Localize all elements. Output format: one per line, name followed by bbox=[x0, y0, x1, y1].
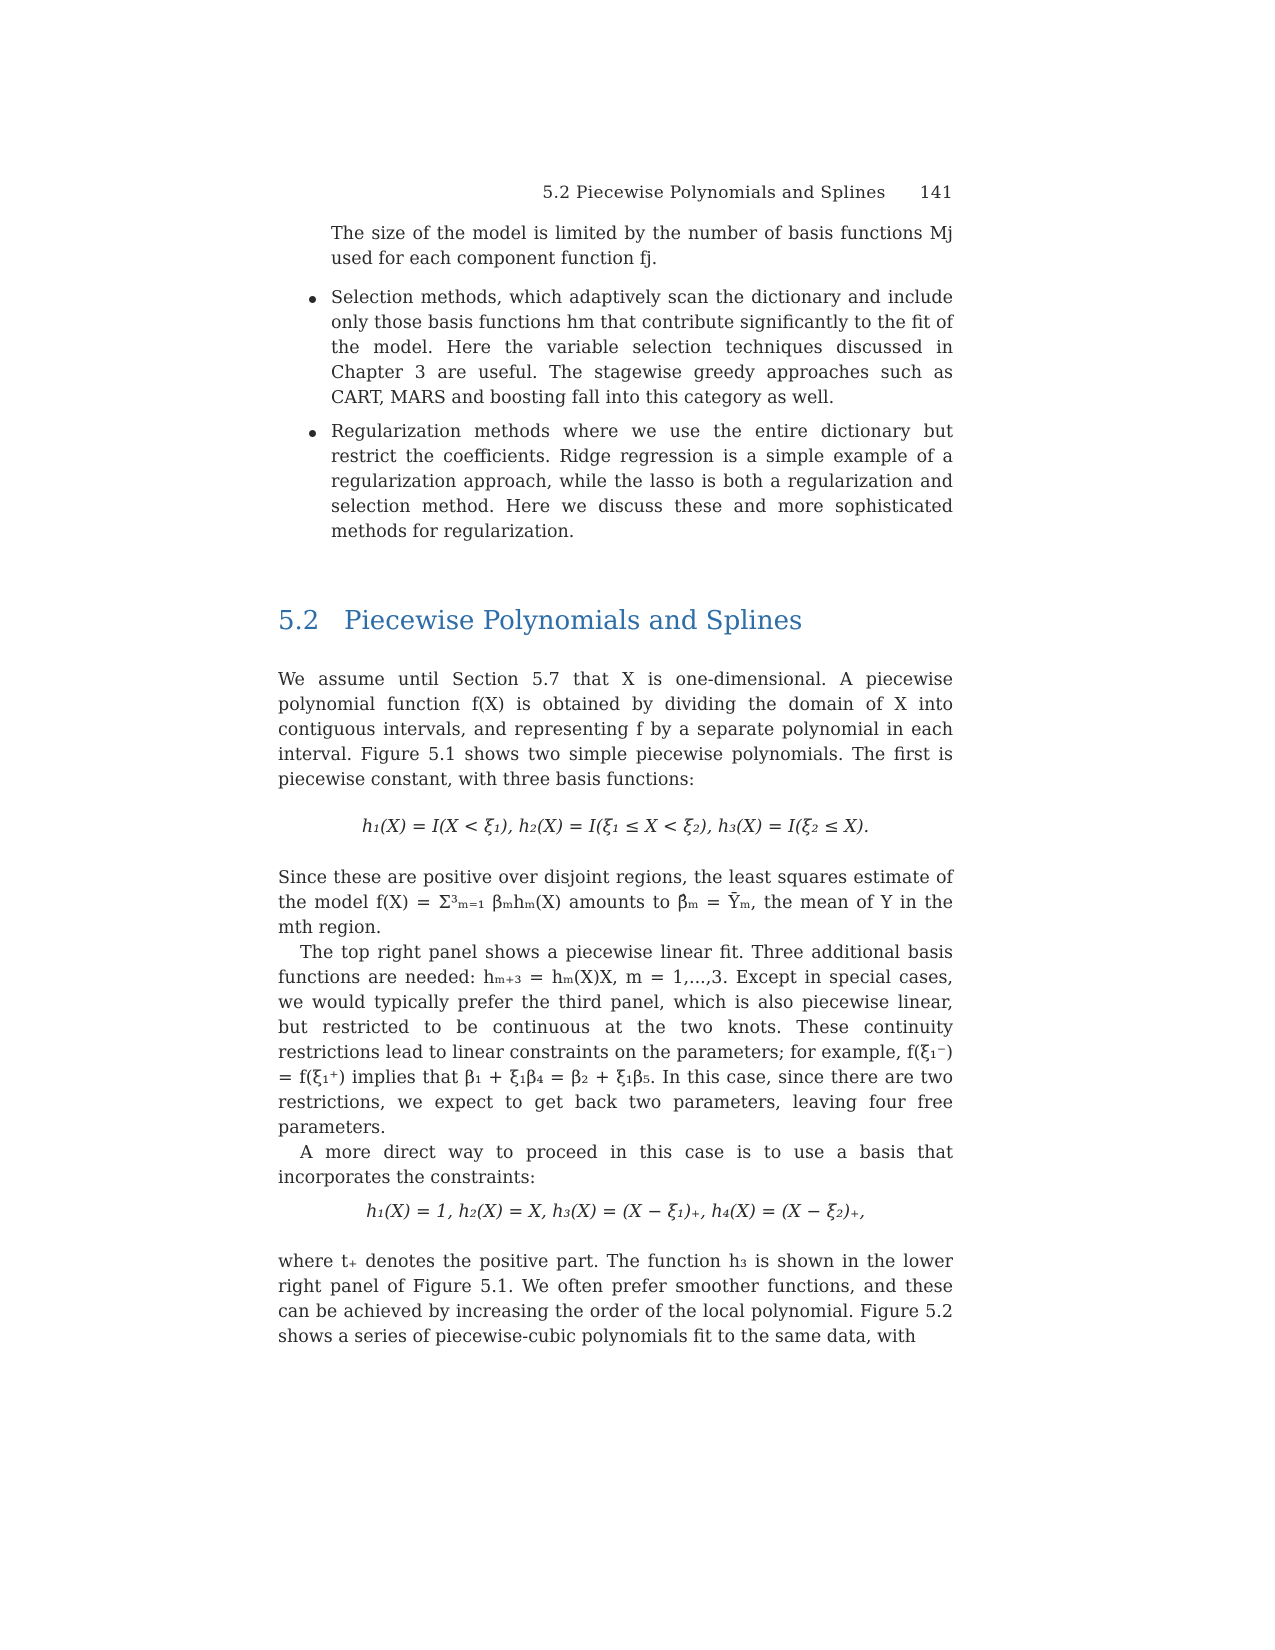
paragraph-2: Since these are positive over disjoint regions, the least squares estimate of the model f(X) = Σ³ₘ₌₁ βₘhₘ(X) amounts to β̂ₘ = Ȳₘ, the mean of Y in the mth region. bbox=[278, 868, 953, 938]
equation-2-block bbox=[278, 1202, 953, 1222]
section-title bbox=[278, 606, 953, 636]
body-text-3 bbox=[278, 1250, 953, 1350]
bullet-icon bbox=[309, 430, 316, 437]
paragraph-5: where t₊ denotes the positive part. The function h₃ is shown in the lower right panel of Figure 5.1. We often prefer smoother functions, and these can be achieved by increasing the order of the local polynomial. Figure 5.2 shows a series of piecewise-cubic polynomials fit to the same data, with bbox=[278, 1252, 953, 1347]
running-header bbox=[278, 183, 953, 203]
equation-2: h₁(X) = 1, h₂(X) = X, h₃(X) = (X − ξ₁)₊, h₄(X) = (X − ξ₂)₊, bbox=[366, 1202, 865, 1222]
bullet-icon bbox=[309, 296, 316, 303]
section-title-text: Piecewise Polynomials and Splines bbox=[344, 606, 803, 636]
section-number: 5.2 bbox=[278, 606, 320, 636]
body-text bbox=[278, 668, 953, 793]
equation-1: h₁(X) = I(X < ξ₁), h₂(X) = I(ξ₁ ≤ X < ξ₂), h₃(X) = I(ξ₂ ≤ X). bbox=[361, 817, 870, 837]
continuation-text: The size of the model is limited by the number of basis functions Mj used for each component function fj. bbox=[331, 224, 953, 269]
equation-1-block bbox=[278, 817, 953, 837]
list-item bbox=[331, 420, 953, 545]
section-heading bbox=[278, 606, 953, 636]
page-number: 141 bbox=[919, 183, 953, 203]
body-text-2 bbox=[278, 866, 953, 1191]
bullet-list bbox=[278, 286, 953, 411]
running-title: 5.2 Piecewise Polynomials and Splines bbox=[542, 183, 886, 203]
paragraph-1: We assume until Section 5.7 that X is one-dimensional. A piecewise polynomial function f(X) is obtained by dividing the domain of X into contiguous intervals, and representing f by a separate polynomial in each interval. Figure 5.1 shows two simple piecewise polynomials. The first is piecewise constant, with three basis functions: bbox=[278, 670, 953, 790]
continuation-block bbox=[278, 222, 953, 272]
bullet-text: Selection methods, which adaptively scan the dictionary and include only those basis functions hm that contribute significantly to the fit of the model. Here the variable selection techniques discussed in Chapter 3 are useful. The stagewise greedy approaches such as CART, MARS and boosting fall into this category as well. bbox=[331, 288, 953, 408]
bullet-text: Regularization methods where we use the entire dictionary but restrict the coefficients. Ridge regression is a simple example of a regularization approach, while the lasso is both a regularization and selection method. Here we discuss these and more sophisticated methods for regularization. bbox=[331, 422, 953, 542]
paragraph-4: A more direct way to proceed in this case is to use a basis that incorporates the constraints: bbox=[278, 1143, 953, 1188]
paragraph-3: The top right panel shows a piecewise linear fit. Three additional basis functions are needed: hₘ₊₃ = hₘ(X)X, m = 1,...,3. Except in special cases, we would typically prefer the third panel, which is also piecewise linear, but restricted to be continuous at the two knots. These continuity restrictions lead to linear constraints on the parameters; for example, f(ξ₁⁻) = f(ξ₁⁺) implies that β₁ + ξ₁β₄ = β₂ + ξ₁β₅. In this case, since there are two restrictions, we expect to get back two parameters, leaving four free parameters. bbox=[278, 943, 953, 1138]
list-item bbox=[331, 286, 953, 411]
bullet-list-2 bbox=[278, 420, 953, 545]
